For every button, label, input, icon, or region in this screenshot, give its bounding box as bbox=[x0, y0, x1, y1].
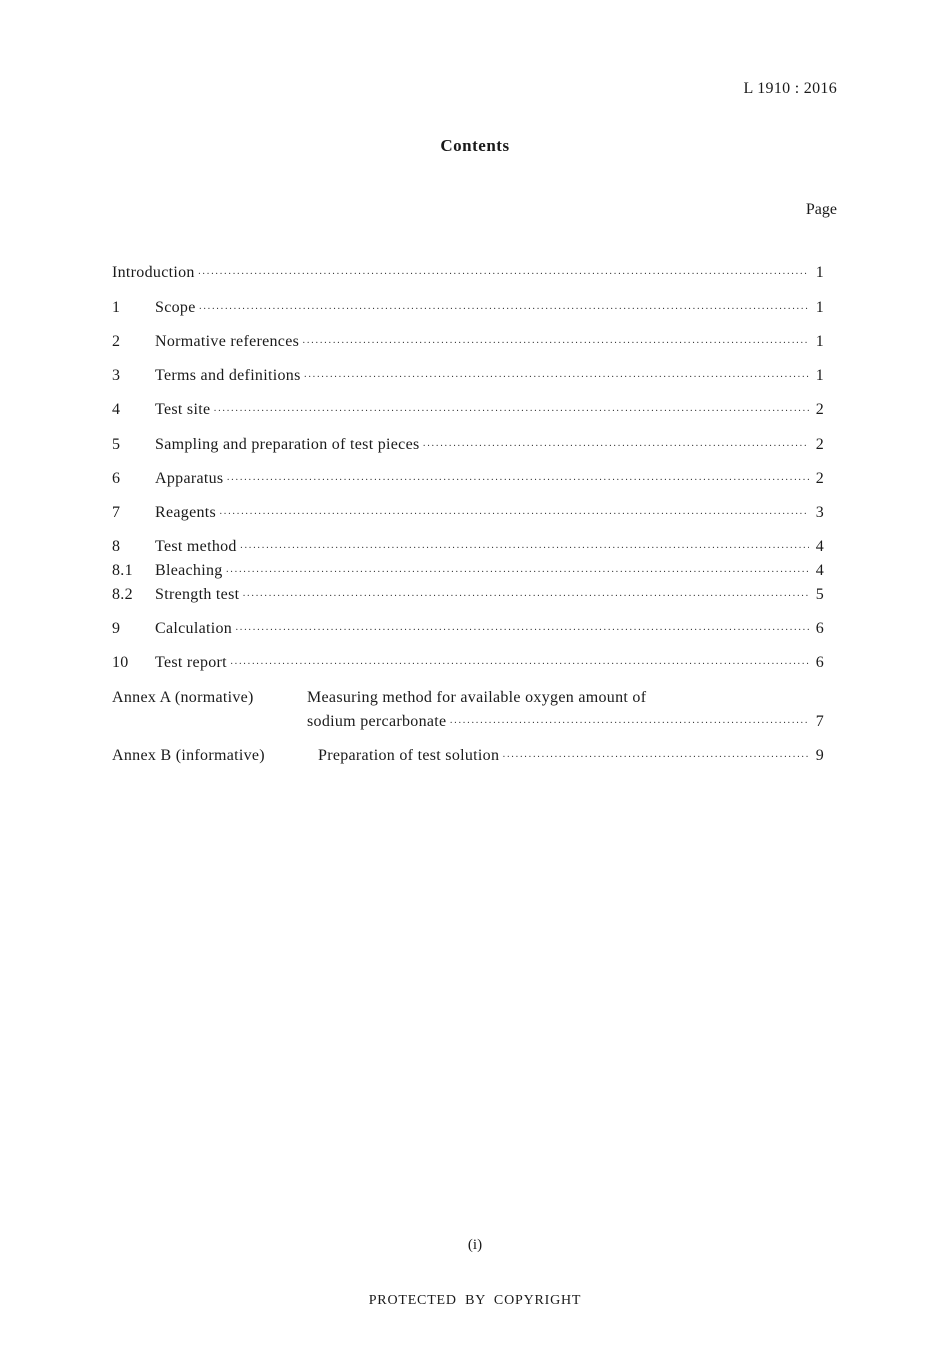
toc-entry-page: 2 bbox=[815, 470, 824, 487]
toc-entry-reagents[interactable] bbox=[112, 503, 824, 523]
toc-entry-label: Test site bbox=[155, 401, 211, 418]
toc-entry-normative-references[interactable] bbox=[112, 332, 824, 352]
toc-entry-page: 7 bbox=[815, 713, 824, 730]
standard-code: L 1910 : 2016 bbox=[743, 80, 837, 97]
toc-entry-label: Bleaching bbox=[155, 562, 223, 579]
toc-entry-number: 8 bbox=[112, 538, 121, 555]
toc-entry-number: 9 bbox=[112, 620, 121, 637]
toc-entry-label: Test report bbox=[155, 654, 227, 671]
toc-entry-number: 6 bbox=[112, 470, 121, 487]
toc-entry-label: Reagents bbox=[155, 504, 217, 521]
toc-entry-number: 3 bbox=[112, 367, 121, 384]
toc-entry-page: 1 bbox=[815, 264, 824, 281]
leader-dots bbox=[230, 655, 809, 675]
leader-dots bbox=[198, 265, 809, 285]
toc-entry-number: 4 bbox=[112, 401, 121, 418]
annex-a-designation: Annex A (normative) bbox=[112, 689, 254, 706]
toc-entry-strength-test[interactable] bbox=[112, 585, 824, 605]
toc-entry-page: 4 bbox=[815, 538, 824, 555]
leader-dots bbox=[226, 563, 809, 583]
leader-dots bbox=[235, 621, 809, 641]
leader-dots bbox=[449, 714, 809, 734]
leader-dots bbox=[242, 587, 809, 607]
leader-dots bbox=[302, 334, 809, 354]
leader-dots bbox=[219, 505, 809, 525]
toc-entry-page: 6 bbox=[815, 654, 824, 671]
toc-entry-page: 2 bbox=[815, 436, 824, 453]
leader-dots bbox=[304, 368, 809, 388]
toc-entry-page: 2 bbox=[815, 401, 824, 418]
toc-entry-sampling[interactable] bbox=[112, 435, 824, 455]
toc-entry-bleaching[interactable] bbox=[112, 561, 824, 581]
leader-dots bbox=[240, 539, 809, 559]
toc-entry-label: Normative references bbox=[155, 333, 300, 350]
annex-a-title-line2: sodium percarbonate bbox=[307, 713, 447, 730]
toc-entry-number: 2 bbox=[112, 333, 121, 350]
leader-dots bbox=[199, 300, 809, 320]
leader-dots bbox=[502, 748, 809, 768]
toc-entry-label: Calculation bbox=[155, 620, 233, 637]
toc-entry-page: 6 bbox=[815, 620, 824, 637]
annex-b-designation: Annex B (informative) bbox=[112, 747, 265, 764]
toc-entry-label: Terms and definitions bbox=[155, 367, 301, 384]
toc-entry-page: 1 bbox=[815, 367, 824, 384]
toc-entry-number: 8.1 bbox=[112, 562, 133, 579]
toc-entry-number: 7 bbox=[112, 504, 121, 521]
toc-entry-test-method[interactable] bbox=[112, 537, 824, 557]
toc-entry-page: 1 bbox=[815, 333, 824, 350]
toc-entry-label: Scope bbox=[155, 299, 196, 316]
toc-entry-number: 8.2 bbox=[112, 586, 133, 603]
toc-entry-label: Apparatus bbox=[155, 470, 224, 487]
toc-entry-page: 4 bbox=[815, 562, 824, 579]
toc-entry-annex-a[interactable] bbox=[307, 712, 824, 732]
toc-entry-calculation[interactable] bbox=[112, 619, 824, 639]
toc-entry-annex-b[interactable] bbox=[112, 746, 824, 766]
leader-dots bbox=[423, 437, 809, 457]
page-column-label: Page bbox=[805, 201, 837, 218]
toc-entry-page: 1 bbox=[815, 299, 824, 316]
toc-entry-test-site[interactable] bbox=[112, 400, 824, 420]
leader-dots bbox=[226, 471, 809, 491]
toc-entry-label: Strength test bbox=[155, 586, 240, 603]
toc-entry-label: Test method bbox=[155, 538, 237, 555]
toc-entry-label: Sampling and preparation of test pieces bbox=[155, 436, 420, 453]
toc-entry-page: 3 bbox=[815, 504, 824, 521]
toc-entry-terms-and-definitions[interactable] bbox=[112, 366, 824, 386]
toc-entry-apparatus[interactable] bbox=[112, 469, 824, 489]
toc-entry-test-report[interactable] bbox=[112, 653, 824, 673]
toc-entry-label: Introduction bbox=[112, 264, 195, 281]
toc-entry-number: 5 bbox=[112, 436, 121, 453]
annex-b-title: Preparation of test solution bbox=[318, 747, 500, 764]
toc-entry-number: 1 bbox=[112, 299, 121, 316]
toc-entry-introduction[interactable] bbox=[112, 263, 824, 283]
copyright-notice: PROTECTED BY COPYRIGHT bbox=[368, 1293, 582, 1308]
page-folio: (i) bbox=[467, 1237, 483, 1253]
toc-entry-page: 5 bbox=[815, 586, 824, 603]
toc-entry-scope[interactable] bbox=[112, 298, 824, 318]
toc-entry-page: 9 bbox=[815, 747, 824, 764]
contents-title: Contents bbox=[440, 136, 510, 155]
annex-a-title-line1[interactable]: Measuring method for available oxygen amount of bbox=[307, 689, 647, 706]
leader-dots bbox=[213, 402, 809, 422]
toc-entry-number: 10 bbox=[112, 654, 129, 671]
